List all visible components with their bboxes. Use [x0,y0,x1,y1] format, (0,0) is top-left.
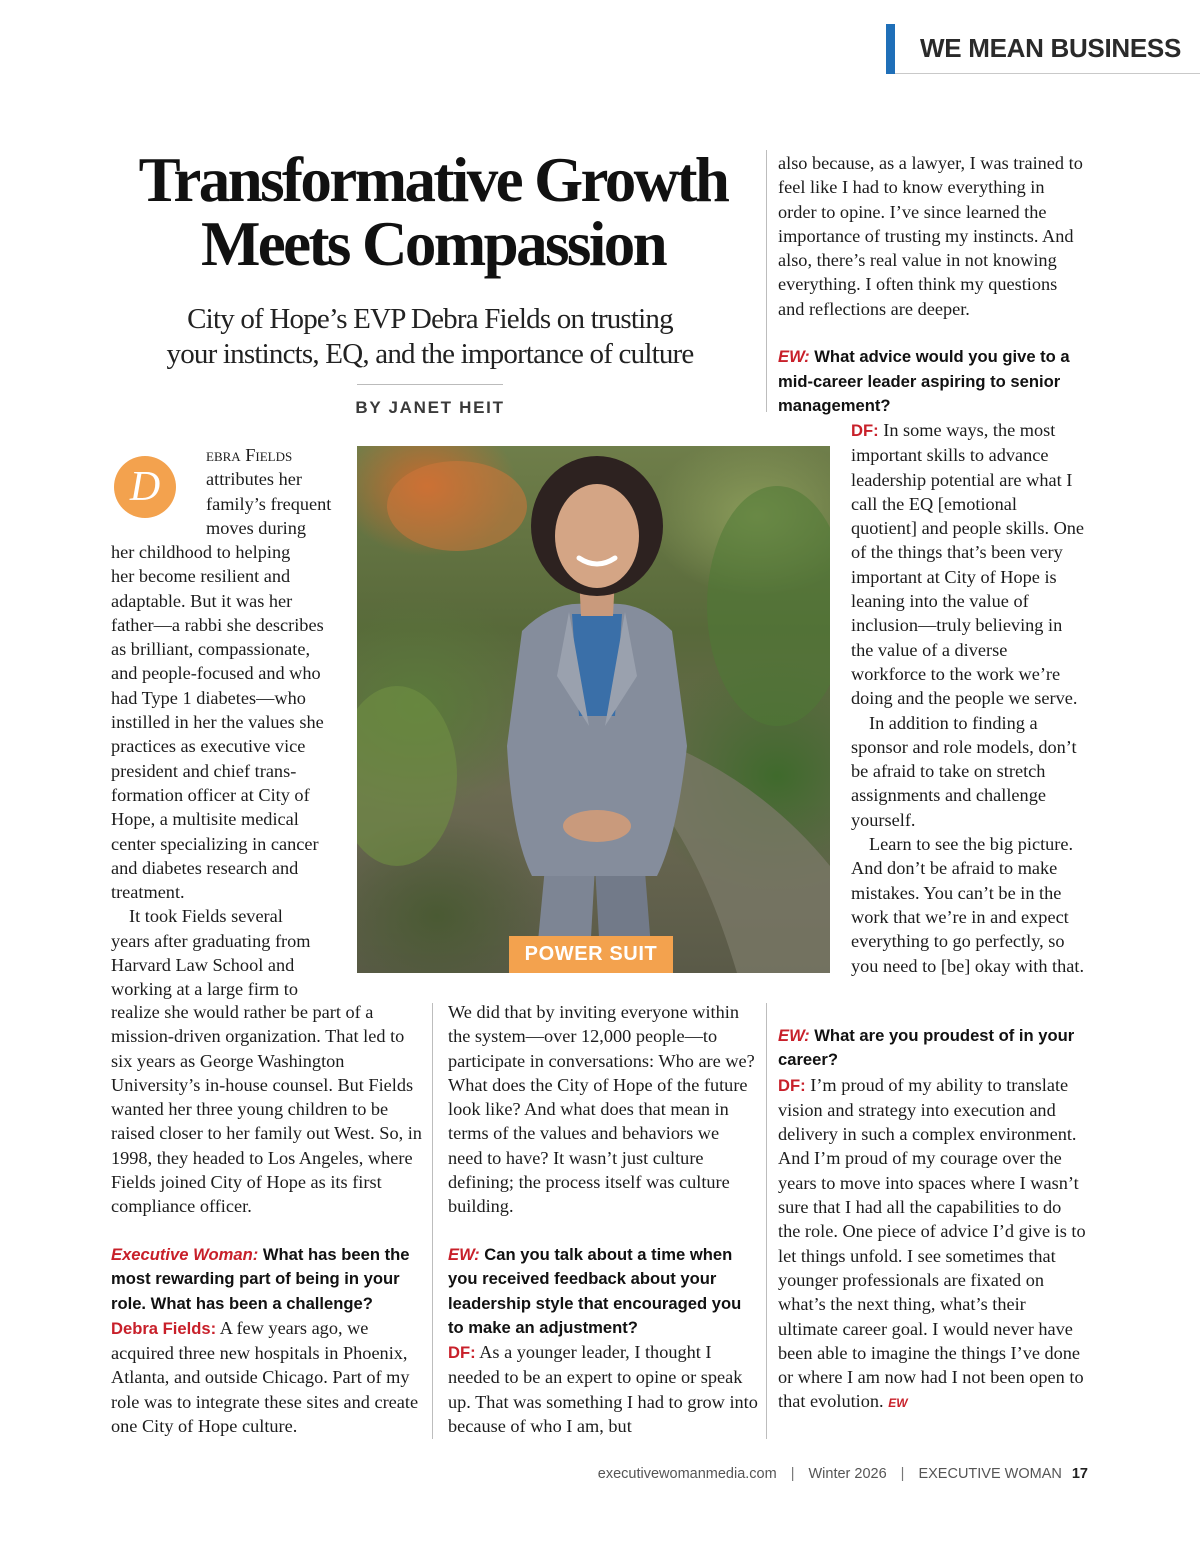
section-accent-bar [886,24,895,74]
column-3-upper [778,151,1086,418]
text-line: her childhood to helping [111,542,291,562]
question-text: What are you proudest of in your career? [778,1026,1075,1070]
paragraph: We did that by inviting everyone within the system—over 12,000 people—to participate in conversations: Who are we? What does the City of Hope of the future look like? And what does that mean in terms of the values and behaviors we need to have? It wasn’t just culture defining; the process itself was culture building. [448,1002,755,1217]
text-line: treatment. [111,882,185,903]
answer-2 [448,1340,758,1438]
question-label: Executive Woman: [111,1244,259,1264]
text-line: as brilliant, compassionate, [111,639,311,660]
text-line: working at a large firm to [111,979,298,1000]
footer-magazine: EXECUTIVE WOMAN [918,1466,1062,1482]
column-1-upper [111,540,351,1002]
portrait-photo [357,446,830,973]
subtitle-line-2: your instincts, EQ, and the importance of culture [166,338,694,370]
text-line: formation officer at City of [111,784,310,805]
answer-1 [111,1316,425,1438]
column-3-lower [778,1024,1088,1416]
answer-text: I’m proud of my ability to translate vision and strategy into execution and delivery in such a complex environment. And I’m proud of my courage over the years to move into spaces where I wasn’t sure that I had all the capabilities to do the role. One piece of advice I’d give is to let things unfold. I see sometimes that younger professionals are fixated on what’s the next thing, what’s their ultimate career goal. I would never have been able to imagine the things I’ve done or where I am now had I not been open to that evolution. [778,1074,1086,1412]
column-divider [766,1003,767,1439]
answer-3 [851,418,1087,711]
column-3-middle [851,418,1087,978]
question-2 [448,1243,758,1340]
photo-caption: POWER SUIT [509,936,673,973]
section-label: WE MEAN BUSINESS [920,33,1182,63]
text-line: center specializing in cancer [111,833,319,854]
text-line: president and chief trans- [111,760,297,781]
question-text: What has been the most rewarding part of being in your role. What has been a challenge? [111,1244,410,1313]
article-title [100,145,766,279]
column-divider [766,150,767,412]
question-label: EW: [778,347,810,367]
answer-label: DF: [851,421,879,440]
column-divider [432,1003,433,1439]
text-line: had Type 1 diabetes—who [111,687,306,708]
text-line: It took Fields several [129,906,283,927]
section-tag [886,24,1200,74]
answer-label: DF: [448,1343,476,1363]
answer-4 [778,1073,1088,1416]
footer-site: executivewomanmedia.com [597,1466,777,1482]
title-line-2: Meets Compassion [200,209,666,279]
text-line: Harvard Law School and [111,955,295,976]
paragraph: also because, as a lawyer, I was trained to feel like I had to know everything in order to opine. I’ve since learned the importance of trusting my instincts. And also, there’s real value in not knowing everything. I often think my questions and reflections are deeper. [778,153,1083,319]
question-3 [778,345,1078,418]
question-text: What advice would you give to a mid-career leader aspiring to senior management? [778,347,1070,415]
text-line: Hope, a multisite medical [111,809,299,830]
footer-issue: Winter 2026 [808,1466,887,1482]
paragraph: Learn to see the big picture. And don’t be afraid to make mistakes. You can’t be in the work that we’re in and expect everything to go perfectly, so you need to [be] okay with that. [851,834,1085,976]
text-line: adaptable. But it was her [111,590,293,611]
text-line: her become resilient and [111,566,291,587]
answer-text: A few years ago, we acquired three new hospitals in Phoenix, Atlanta, and outside Chicago. Part of my role was to integrate these sites and create one City of Hope culture. [111,1317,419,1437]
title-line-1: Transformative Growth [138,145,728,215]
paragraph: In addition to finding a sponsor and role models, don’t be afraid to take on stretch assignments and challenge yourself. [851,712,1077,830]
text-line: and diabetes research and [111,857,299,878]
question-label: EW: [778,1026,810,1045]
question-text: Can you talk about a time when you received feedback about your leadership style that encouraged you to make an adjustment? [448,1244,742,1337]
question-label: EW: [448,1244,480,1264]
byline-divider [357,384,503,385]
drop-cap: D [114,456,176,518]
text-line: instilled in her the values she [111,712,324,733]
end-mark: EW [888,1396,908,1411]
page-number: 17 [1071,1466,1088,1482]
answer-label: Debra Fields: [111,1318,217,1338]
column-1-lower [111,1000,425,1438]
text-line: father—a rabbi she describes [111,614,324,635]
column-1-dropcap-lines [206,443,352,540]
question-4 [778,1024,1088,1073]
answer-text: As a younger leader, I thought I needed to be an expert to opine or speak up. That was something I had to grow into because of who I am, but [448,1342,758,1437]
answer-label: DF: [778,1075,806,1095]
column-2 [448,1000,758,1438]
byline: BY JANET HEIT [355,398,505,417]
page-footer: executivewomanmedia.com | Winter 2026 | EXECUTIVE WOMAN 17 [597,1466,1088,1482]
subtitle-line-1: City of Hope’s EVP Debra Fields on trusting [187,303,673,335]
text-line: moves during [206,517,307,538]
text-line: practices as executive vice [111,736,306,757]
lead-in: ebra Fields [206,445,293,465]
article-subtitle [100,302,760,372]
text-line: attributes her [206,469,302,490]
answer-text: In some ways, the most important skills to advance leadership potential are what I call the EQ [emotional quotient] and people skills. One of the things that’s been very important at City of Hope is leaning into the value of inclusion—truly believing in the value of a diverse workforce to the work we’re doing and the people we serve. [851,420,1085,709]
question-1 [111,1243,425,1316]
text-line: and people-focused and who [111,663,321,684]
portrait-illustration [357,446,830,973]
text-line: years after graduating from [111,930,311,951]
text-line: family’s frequent [206,493,332,514]
paragraph: realize she would rather be part of a mission-driven organization. That led to six years as George Washington University’s in-house counsel. But Fields wanted her three young children to be raised closer to her family out West. So, in 1998, they headed to Los Angeles, where Fields joined City of Hope as its first compliance officer. [111,1002,422,1217]
